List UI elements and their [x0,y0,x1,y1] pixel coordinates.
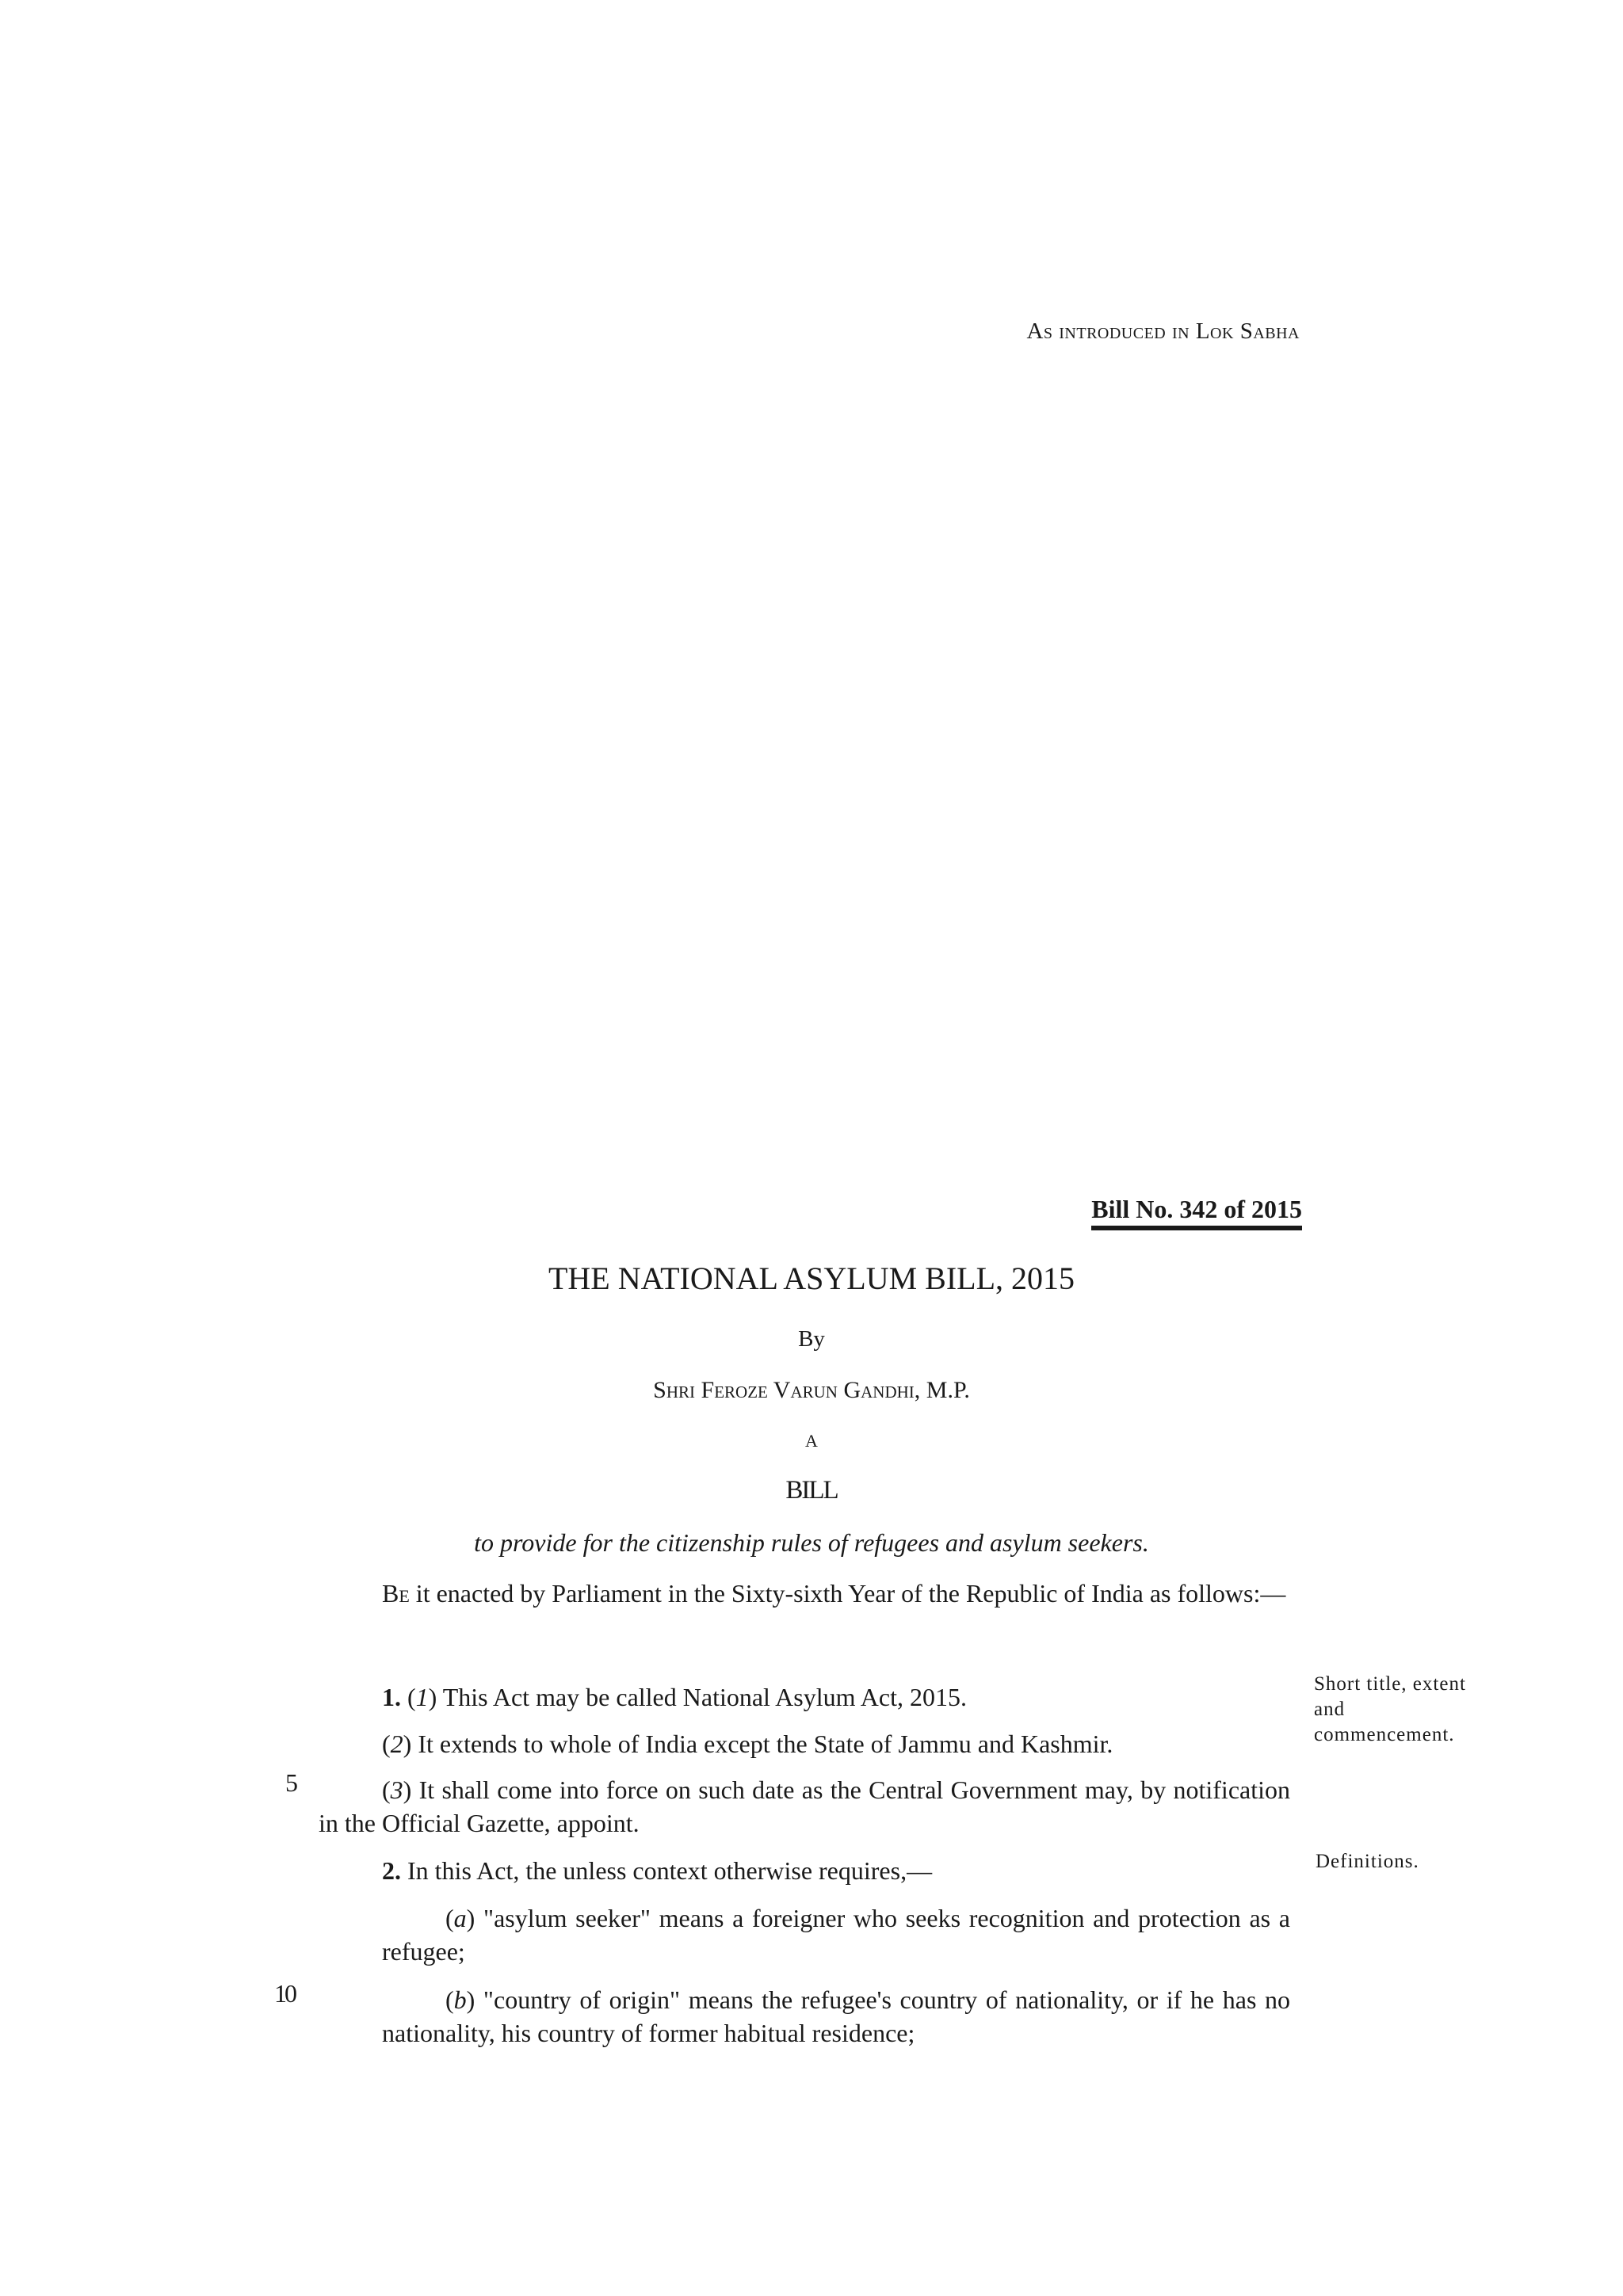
clause-2a [382,1901,1290,1968]
subsection-label: 3 [390,1775,403,1804]
bill-label: BILL [785,1476,838,1505]
subsection-label: 1 [415,1683,429,1711]
enacting-text: it enacted by Parliament in the Sixty-sixth Year of the Republic of India as follows:— [409,1579,1286,1608]
line-number-10: 10 [274,1979,295,2008]
clause-label: a [453,1904,467,1932]
paren-close: ) [428,1683,443,1711]
section-2-number: 2. [382,1856,401,1885]
section-text: It shall come into force on such date as the Central Government may, by notification in the Official Gazette, appoint. [319,1775,1291,1837]
section-1-3 [319,1773,1290,1840]
section-1-number: 1. [382,1683,401,1711]
section-text: It extends to whole of India except the State of Jammu and Kashmir. [418,1730,1113,1758]
paren-close: ) [403,1775,419,1804]
enacting-clause [319,1577,1290,1610]
section-1-2 [382,1727,1290,1760]
introduction-line: As introduced in Lok Sabha [1026,318,1300,344]
section-text: This Act may be called National Asylum Act, 2015. [442,1683,967,1711]
paren-open: ( [382,1775,391,1804]
bill-number: Bill No. 342 of 2015 [1091,1195,1302,1230]
paren-open: ( [445,1904,454,1932]
clause-text: "country of origin" means the refugee's country of nationality, or if he has no nationality, his country of former habitual residence; [382,1985,1291,2047]
clause-text: "asylum seeker" means a foreigner who seeks recognition and protection as a refugee; [382,1904,1291,1966]
paren-open: ( [382,1730,391,1758]
clause-label: b [453,1985,467,2014]
margin-note-short-title: Short title, extent and commencement. [1314,1673,1466,1745]
paren-close: ) [403,1730,418,1758]
line-number-5: 5 [285,1768,298,1797]
by-label: By [798,1326,825,1352]
bill-title: THE NATIONAL ASYLUM BILL, 2015 [548,1261,1075,1296]
paren-close: ) [466,1985,483,2014]
clause-2b [382,1983,1290,2050]
section-text: In this Act, the unless context otherwise requires,— [401,1856,933,1885]
bill-purpose: to provide for the citizenship rules of refugees and asylum seekers. [474,1528,1149,1557]
subsection-label: 2 [390,1730,403,1758]
a-label: A [805,1431,818,1451]
paren-open: ( [401,1683,416,1711]
enacting-lead: Be [382,1579,410,1608]
paren-close: ) [466,1904,483,1932]
mover-name: Shri Feroze Varun Gandhi, M.P. [653,1377,970,1403]
paren-open: ( [445,1985,454,2014]
section-1-1 [382,1680,1290,1714]
section-2 [382,1854,1290,1887]
margin-note-definitions: Definitions. [1316,1851,1419,1872]
